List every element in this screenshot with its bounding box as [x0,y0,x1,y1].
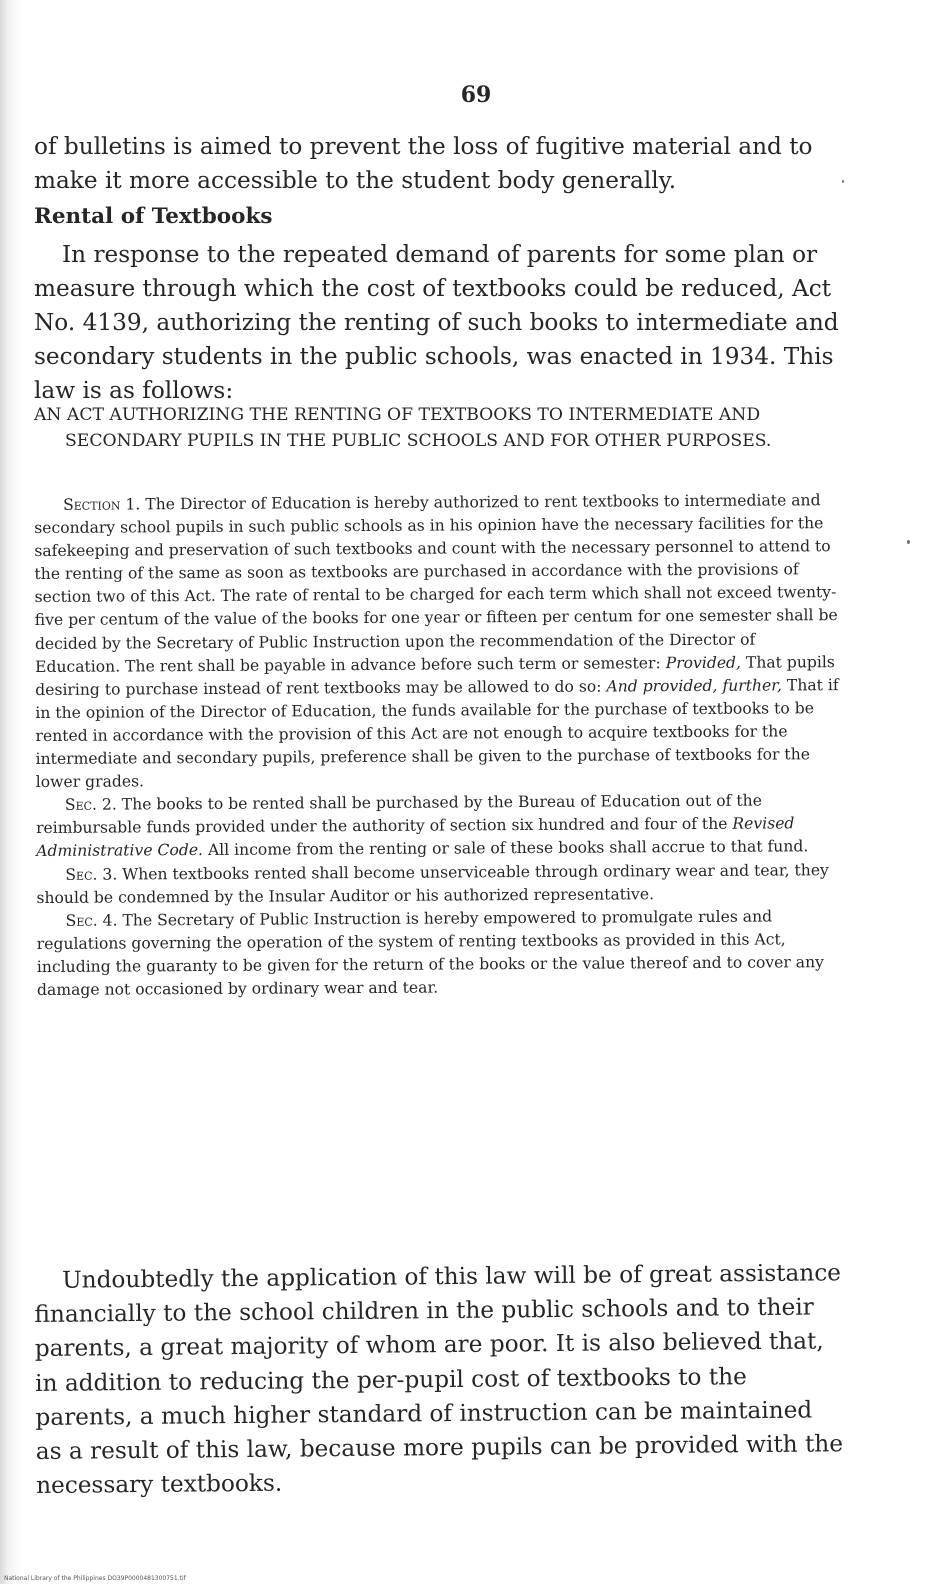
section-text: The books to be rented shall be purchased by the Bureau of Education out of the reimbursable funds provided under the authority of section six hundred and four of the [35,791,762,838]
section-italic: Provided, [665,653,742,672]
act-section-2 [36,789,844,863]
section-text: All income from the renting or sale of these books shall accrue to that fund. [202,837,809,860]
intro-paragraph: In response to the repeated demand of parents for some plan or measure through which the cost of textbooks could be reduced, Act No. 4139, authorizing the renting of such books to intermediate and secondary students in the public schools, was enacted in 1934. This law is as follows: [34,241,839,404]
section-label: Section 1. [63,495,141,514]
scan-footer: National Library of the Philippines DO39P0000481300751.tif [4,1575,186,1582]
section-text: The Secretary of Public Instruction is hereby empowered to promulgate rules and regulations governing the operation of the system of renting textbooks as provided in this Act, including the guaranty to be given for the return of the books or the value thereof and to cover any damage not occasioned by ordinary wear and tear. [36,907,824,999]
section-text: That if in the opinion of the Director of Education, the funds available for the purchase of textbooks to be rented in accordance with the provision of this Act are not enough to acquire textbooks for the intermediate and secondary pupils, preference shall be given to the purchase of textbooks for the lower grades. [35,675,839,792]
section-label: Sec. 2. [64,795,117,815]
act-sections [34,489,845,1002]
closing-paragraph: Undoubtedly the application of this law will be of great assistance financially to the school children in the public schools and to their parents, a great majority of whom are poor. It is also believed that, in addition to reducing the per-pupil cost of textbooks to the parents, a much higher standard of instruction can be maintained as a result of this law, because more pupils can be provided with the necessary textbooks. [34,1259,844,1500]
section-label: Sec. 3. [65,864,118,884]
page-number: 69 [460,82,492,108]
section-text: The Director of Education is hereby authorized to rent textbooks to intermediate and secondary school pupils in such public schools as in his opinion have the necessary facilities for the safekeeping and preservation of such textbooks and count with the necessary personnel to attend to the renting of the same as soon as textbooks are purchased in accordance with the provisions of section two of this Act. The rate of rental to be charged for each term which shall not exceed twenty-five per centum of the value of the books for one year or fifteen per centum for one semester shall be decided by the Secretary of Public Instruction upon the recommendation of the Director of Education. The rent shall be payable in advance before such term or semester: [34,491,838,676]
act-title: AN ACT AUTHORIZING THE RENTING OF TEXTBOOKS TO INTERMEDIATE AND SECONDARY PUPILS IN THE PUBLIC SCHOOLS AND FOR OTHER PURPOSES. [34,405,772,451]
section-italic: And provided, further, [606,676,782,696]
section-italic: Revised Administrative Code. [36,814,795,861]
section-heading: Rental of Textbooks [34,204,273,229]
scan-speck [842,180,844,183]
act-section-3 [36,859,844,910]
section-text: That pupils desiring to purchase instead of rent textbooks may be allowed to do so: [35,652,835,699]
act-section-4 [37,905,846,1002]
act-section-1 [34,489,844,794]
scan-speck [907,540,910,544]
lead-paragraph: of bulletins is aimed to prevent the loss of fugitive material and to make it more accessible to the student body generally. [34,133,813,194]
section-text: When textbooks rented shall become unserviceable through ordinary wear and tear, they should be condemned by the Insular Auditor or his authorized representative. [36,860,829,907]
section-label: Sec. 4. [65,911,118,930]
